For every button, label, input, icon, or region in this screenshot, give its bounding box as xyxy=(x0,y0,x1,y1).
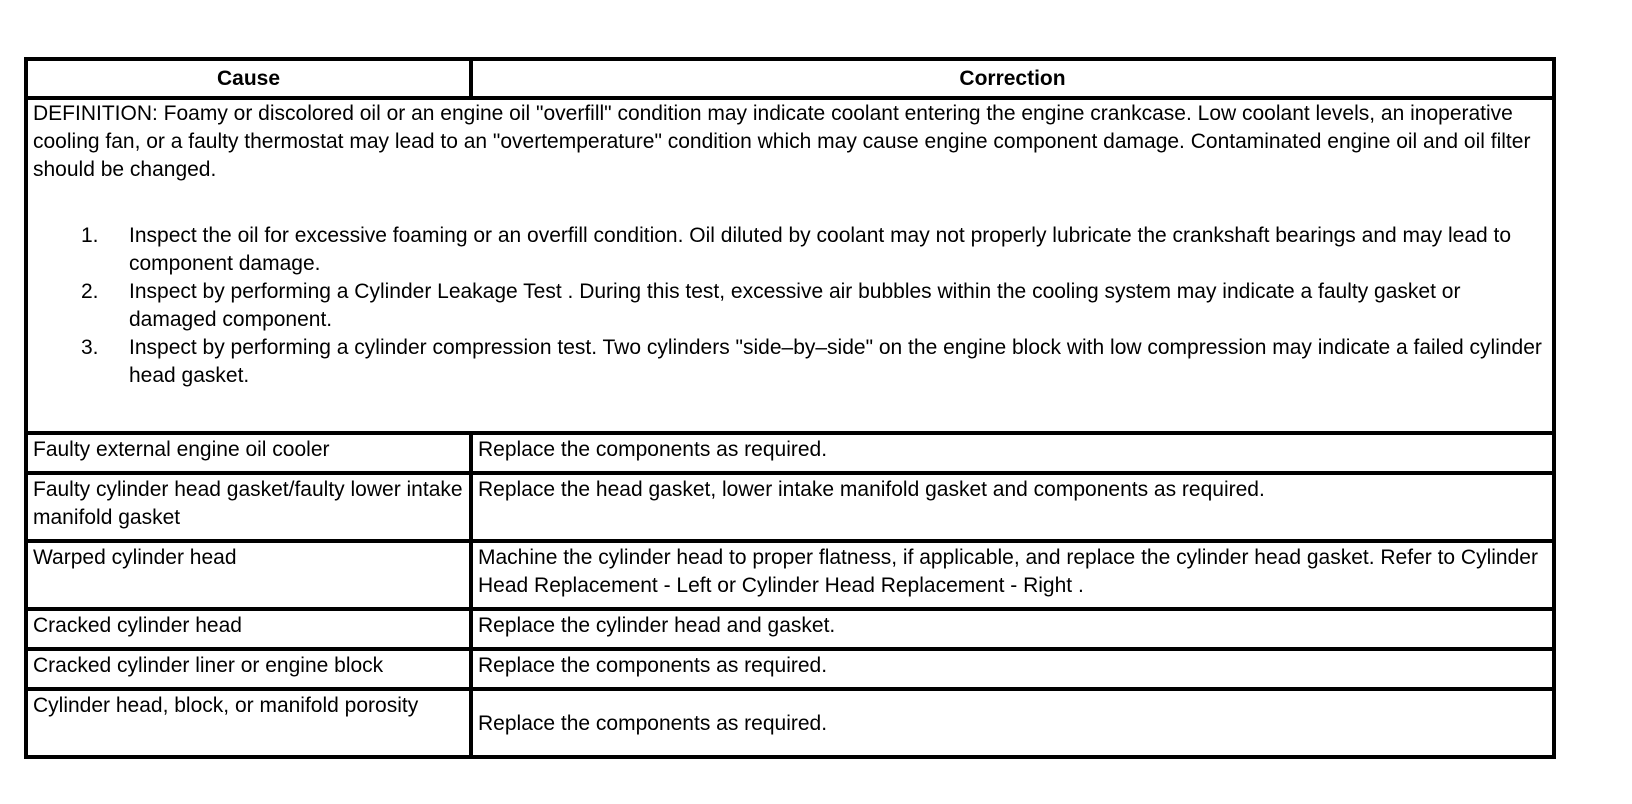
cause-cell: Faulty cylinder head gasket/faulty lower intake manifold gasket xyxy=(26,473,471,541)
step-text: Inspect by performing a cylinder compression test. Two cylinders "side–by–side" on the engine block with low compression may indicate a failed cylinder head gasket. xyxy=(129,336,1542,387)
table-row xyxy=(26,541,1554,609)
correction-cell: Replace the components as required. xyxy=(471,433,1554,473)
cause-cell: Cracked cylinder head xyxy=(26,609,471,649)
definition-cell xyxy=(26,98,1554,433)
correction-cell: Replace the components as required. xyxy=(471,649,1554,689)
correction-cell: Replace the cylinder head and gasket. xyxy=(471,609,1554,649)
header-correction: Correction xyxy=(471,59,1554,98)
step-text: Inspect by performing a Cylinder Leakage Test . During this test, excessive air bubbles within the cooling system may indicate a faulty gasket or damaged component. xyxy=(129,280,1461,331)
step-item xyxy=(33,334,1547,390)
step-item xyxy=(33,278,1547,334)
step-number: 3. xyxy=(81,336,99,359)
step-item xyxy=(33,222,1547,278)
table-row xyxy=(26,689,1554,757)
table-row xyxy=(26,433,1554,473)
inspection-steps xyxy=(33,222,1547,390)
correction-cell: Machine the cylinder head to proper flatness, if applicable, and replace the cylinder head gasket. Refer to Cylinder Head Replacement - Left or Cylinder Head Replacement - Right . xyxy=(471,541,1554,609)
step-text: Inspect the oil for excessive foaming or an overfill condition. Oil diluted by coolant may not properly lubricate the crankshaft bearings and may lead to component damage. xyxy=(129,224,1512,275)
table-header-row xyxy=(26,59,1554,98)
definition-row xyxy=(26,98,1554,433)
header-cause: Cause xyxy=(26,59,471,98)
correction-cell: Replace the head gasket, lower intake manifold gasket and components as required. xyxy=(471,473,1554,541)
step-number: 2. xyxy=(81,280,99,303)
step-number: 1. xyxy=(81,224,99,247)
cause-cell: Cylinder head, block, or manifold porosity xyxy=(26,689,471,757)
table-row xyxy=(26,609,1554,649)
diagnostic-table xyxy=(24,57,1556,759)
cause-cell: Cracked cylinder liner or engine block xyxy=(26,649,471,689)
table-row xyxy=(26,473,1554,541)
cause-cell: Faulty external engine oil cooler xyxy=(26,433,471,473)
definition-text: DEFINITION: Foamy or discolored oil or an engine oil "overfill" condition may indicate coolant entering the engine crankcase. Low coolant levels, an inoperative cooling fan, or a faulty thermostat may lead to an "overtemperature" condition which may cause engine component damage. Contaminated engine oil and oil filter should be changed. xyxy=(33,102,1531,181)
correction-cell: Replace the components as required. xyxy=(471,689,1554,757)
table-row xyxy=(26,649,1554,689)
cause-cell: Warped cylinder head xyxy=(26,541,471,609)
